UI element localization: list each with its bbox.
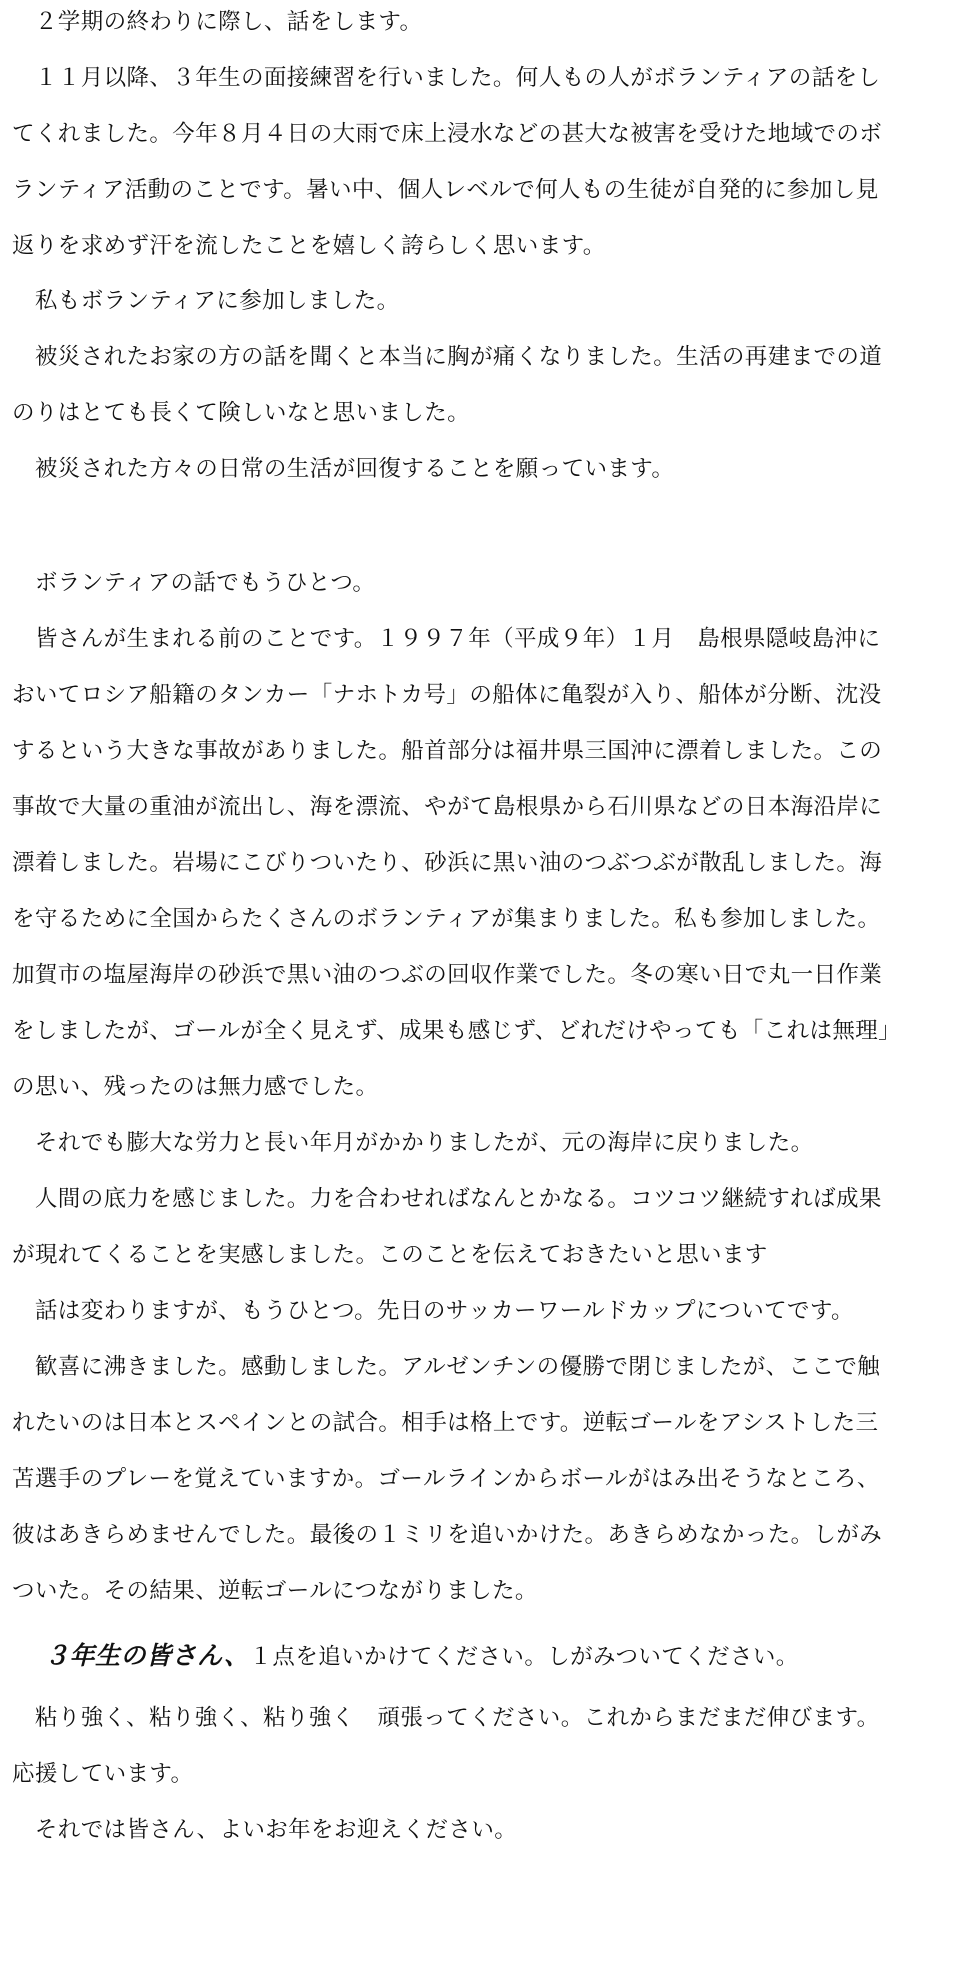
text-line: ランティア活動のことです。暑い中、個人レベルで何人もの生徒が自発的に参加し見: [12, 177, 879, 203]
text-line: おいてロシア船籍のタンカー「ナホトカ号」の船体に亀裂が入り、船体が分断、沈没: [12, 682, 882, 708]
text-line: のりはとても長くて険しいなと思いました。: [12, 400, 471, 426]
text-line: を守るために全国からたくさんのボランティアが集まりました。私も参加しました。: [12, 906, 881, 932]
text-line: 私もボランティアに参加しました。: [12, 288, 400, 314]
text-line: するという大きな事故がありました。船首部分は福井県三国沖に漂着しました。この: [12, 738, 883, 764]
closing-line: それでは皆さん、よいお年をお迎えください。: [12, 1817, 518, 1843]
text-line: てくれました。今年８月４日の大雨で床上浸水などの甚大な被害を受けた地域でのボ: [12, 121, 883, 147]
text-line: 皆さんが生まれる前のことです。１９９７年（平成９年）１月 島根県隠岐島沖に: [12, 626, 881, 652]
text-line: 加賀市の塩屋海岸の砂浜で黒い油のつぶの回収作業でした。冬の寒い日で丸一日作業: [12, 962, 883, 988]
text-line: 被災された方々の日常の生活が回復することを願っています。: [12, 456, 675, 482]
emphasis-text: ３年生の皆さん、: [44, 1641, 250, 1670]
text-line: ２学期の終わりに際し、話をします。: [12, 9, 423, 35]
text-line: 返りを求めず汗を流したことを嬉しく誇らしく思います。: [12, 233, 606, 259]
text-line: 歓喜に沸きました。感動しました。アルゼンチンの優勝で閉じましたが、ここで触: [12, 1354, 881, 1380]
emphasis-rest-text: １点を追いかけてください。しがみついてください。: [249, 1644, 799, 1670]
text-line: 話は変わりますが、もうひとつ。先日のサッカーワールドカップについてです。: [12, 1298, 854, 1324]
text-line: 苫選手のプレーを覚えていますか。ゴールラインからボールがはみ出そうなところ、: [12, 1466, 880, 1492]
text-line: 漂着しました。岩場にこびりついたり、砂浜に黒い油のつぶつぶが散乱しました。海: [12, 850, 883, 876]
text-line: 被災されたお家の方の話を聞くと本当に胸が痛くなりました。生活の再建までの道: [12, 344, 883, 370]
closing-line: 粘り強く、粘り強く、粘り強く 頑張ってください。これからまだまだ伸びます。: [12, 1705, 880, 1731]
text-line: の思い、残ったのは無力感でした。: [12, 1074, 379, 1100]
text-line: をしましたが、ゴールが全く見えず、成果も感じず、どれだけやっても「これは無理」: [12, 1018, 902, 1044]
text-line: 彼はあきらめませんでした。最後の１ミリを追いかけた。あきらめなかった。しがみ: [12, 1522, 883, 1548]
text-line: ボランティアの話でもうひとつ。: [12, 570, 376, 596]
closing-line: 応援しています。: [12, 1761, 194, 1787]
emphasis-line: [44, 1636, 967, 1676]
text-line: ついた。その結果、逆転ゴールにつながりました。: [12, 1578, 538, 1604]
text-line: それでも膨大な労力と長い年月がかかりましたが、元の海岸に戻りました。: [12, 1130, 814, 1156]
text-line: れたいのは日本とスペインとの試合。相手は格上です。逆転ゴールをアシストした三: [12, 1410, 879, 1436]
text-line: 人間の底力を感じました。力を合わせればなんとかなる。コツコツ継続すれば成果: [12, 1186, 882, 1212]
text-line: が現れてくることを実感しました。このことを伝えておきたいと思います: [12, 1242, 768, 1268]
text-line: 事故で大量の重油が流出し、海を漂流、やがて島根県から石川県などの日本海沿岸に: [12, 794, 883, 820]
text-line: １１月以降、３年生の面接練習を行いました。何人もの人がボランティアの話をし: [12, 65, 881, 91]
